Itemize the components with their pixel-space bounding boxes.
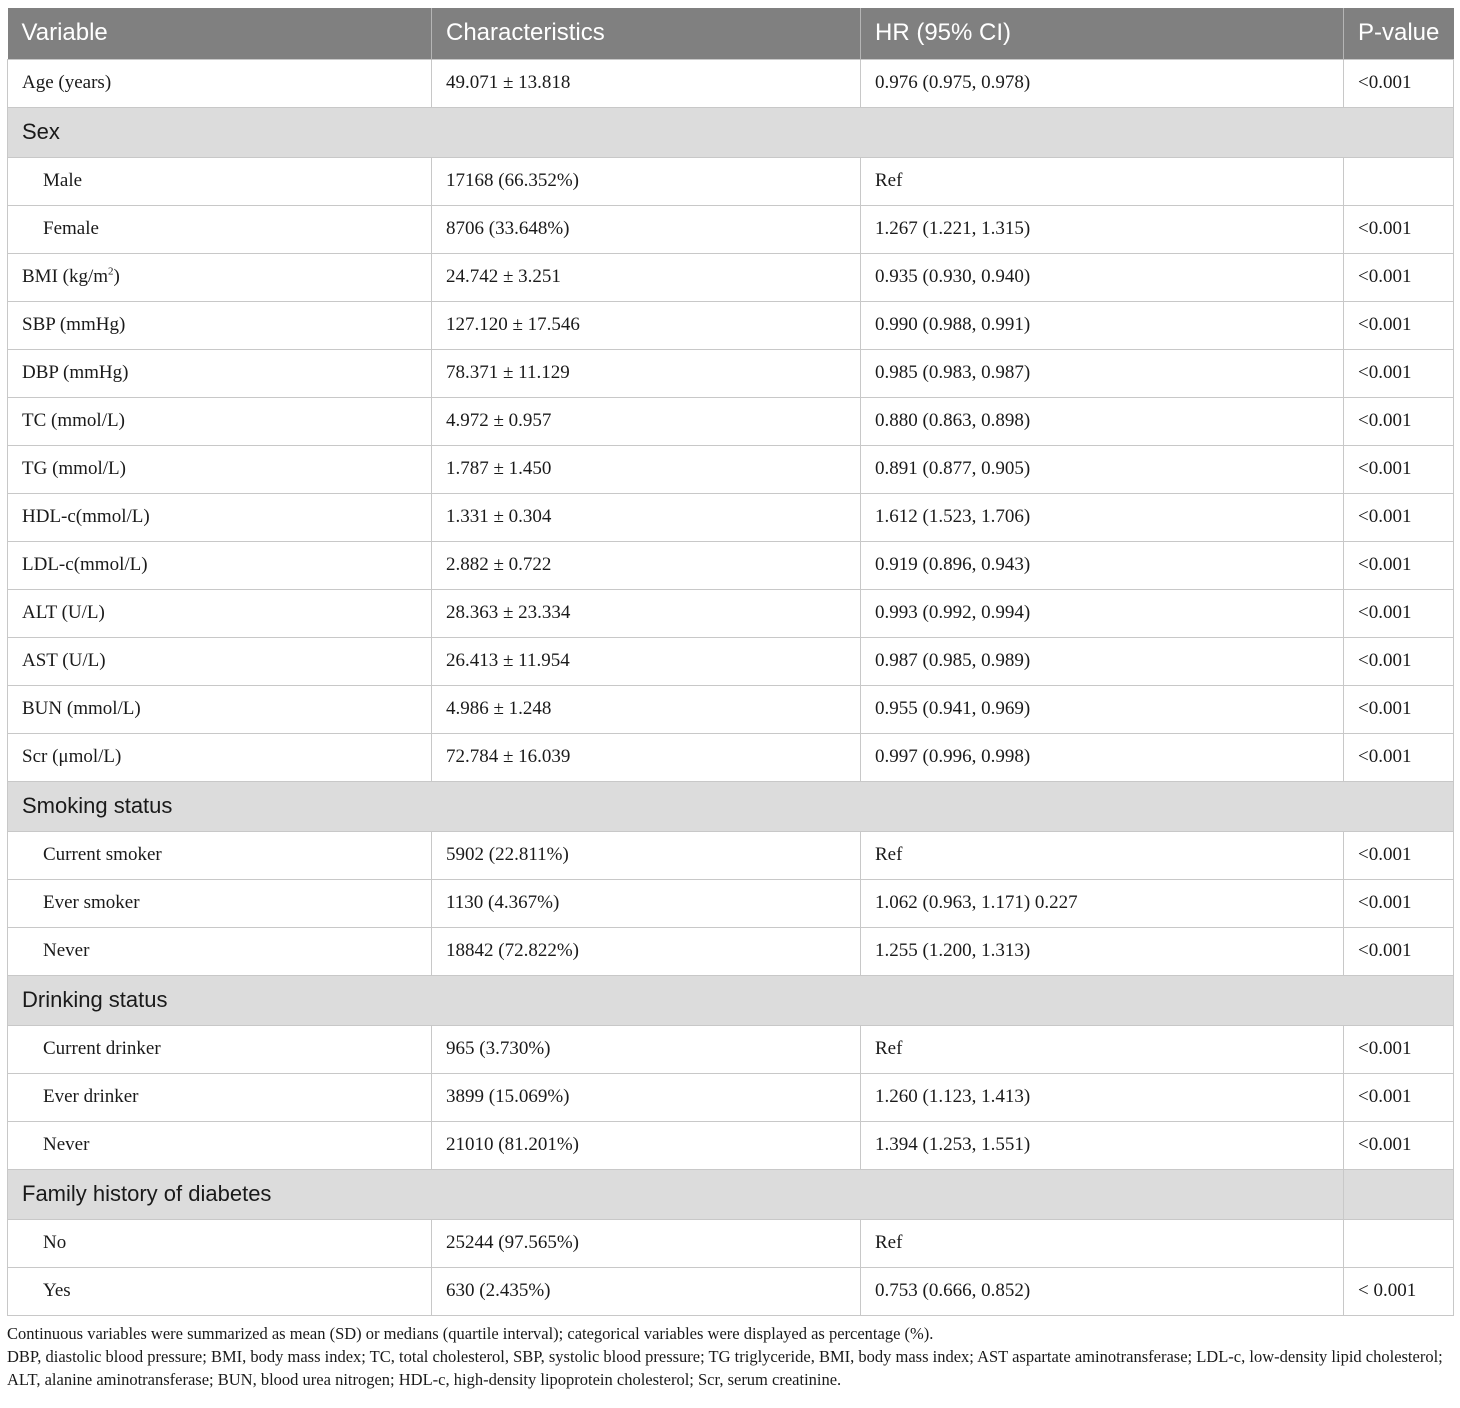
characteristics-cell: 18842 (72.822%) bbox=[432, 927, 861, 975]
subcategory-row bbox=[8, 879, 1454, 927]
variable-cell: Female bbox=[8, 205, 432, 253]
characteristics-cell: 1.331 ± 0.304 bbox=[432, 493, 861, 541]
table-row bbox=[8, 733, 1454, 781]
table-row bbox=[8, 685, 1454, 733]
variable-label-suffix: ) bbox=[113, 266, 120, 287]
hr-cell: 1.612 (1.523, 1.706) bbox=[861, 493, 1344, 541]
characteristics-cell: 21010 (81.201%) bbox=[432, 1121, 861, 1169]
footnote-abbreviations: DBP, diastolic blood pressure; BMI, body mass index; TC, total cholesterol, SBP, systolic blood pressure; TG triglyceride, BMI, body mass index; AST aspartate aminotransferase; LDL-c, low-density lipid cholesterol; ALT, alanine aminotransferase; BUN, blood urea nitrogen; HDL-c, high-density lipoprotein cholesterol; Scr, serum creatinine. bbox=[7, 1347, 1443, 1389]
p-value-cell: <0.001 bbox=[1344, 59, 1454, 107]
p-value-cell: <0.001 bbox=[1344, 685, 1454, 733]
p-value-cell: <0.001 bbox=[1344, 1121, 1454, 1169]
section-label: Family history of diabetes bbox=[8, 1169, 1344, 1219]
table-row bbox=[8, 59, 1454, 107]
variable-cell: Ever drinker bbox=[8, 1073, 432, 1121]
hr-cell: 0.990 (0.988, 0.991) bbox=[861, 301, 1344, 349]
variable-cell: SBP (mmHg) bbox=[8, 301, 432, 349]
subcategory-row bbox=[8, 157, 1454, 205]
p-value-cell: <0.001 bbox=[1344, 253, 1454, 301]
p-value-cell: <0.001 bbox=[1344, 879, 1454, 927]
variable-superscript: 2 bbox=[108, 265, 114, 278]
subcategory-row bbox=[8, 1121, 1454, 1169]
hr-cell: Ref bbox=[861, 157, 1344, 205]
p-value-cell: <0.001 bbox=[1344, 589, 1454, 637]
header-row bbox=[8, 8, 1454, 59]
footnote-summary: Continuous variables were summarized as mean (SD) or medians (quartile interval); categorical variables were displayed as percentage (%). bbox=[7, 1324, 934, 1343]
section-row bbox=[8, 107, 1454, 157]
table-body bbox=[8, 59, 1454, 1315]
hr-cell: 0.935 (0.930, 0.940) bbox=[861, 253, 1344, 301]
section-label: Sex bbox=[8, 107, 1454, 157]
hr-cell: 0.919 (0.896, 0.943) bbox=[861, 541, 1344, 589]
hr-cell: Ref bbox=[861, 1219, 1344, 1267]
p-value-cell bbox=[1344, 157, 1454, 205]
characteristics-cell: 127.120 ± 17.546 bbox=[432, 301, 861, 349]
table-row bbox=[8, 637, 1454, 685]
variable-cell: Yes bbox=[8, 1267, 432, 1315]
hr-cell: 1.255 (1.200, 1.313) bbox=[861, 927, 1344, 975]
hr-cell: 0.753 (0.666, 0.852) bbox=[861, 1267, 1344, 1315]
hr-cell: 0.955 (0.941, 0.969) bbox=[861, 685, 1344, 733]
header-p-value: P-value bbox=[1344, 8, 1454, 59]
hr-cell: 1.260 (1.123, 1.413) bbox=[861, 1073, 1344, 1121]
section-row bbox=[8, 1169, 1454, 1219]
subcategory-row bbox=[8, 1219, 1454, 1267]
variable-cell: BUN (mmol/L) bbox=[8, 685, 432, 733]
variable-cell: TG (mmol/L) bbox=[8, 445, 432, 493]
hr-cell: Ref bbox=[861, 831, 1344, 879]
hr-cell: 0.985 (0.983, 0.987) bbox=[861, 349, 1344, 397]
characteristics-cell: 4.986 ± 1.248 bbox=[432, 685, 861, 733]
p-value-cell: <0.001 bbox=[1344, 493, 1454, 541]
p-value-cell: <0.001 bbox=[1344, 397, 1454, 445]
subcategory-row bbox=[8, 1025, 1454, 1073]
characteristics-cell: 72.784 ± 16.039 bbox=[432, 733, 861, 781]
p-value-cell: <0.001 bbox=[1344, 1073, 1454, 1121]
header-variable: Variable bbox=[8, 8, 432, 59]
variable-cell bbox=[8, 253, 432, 301]
hr-cell: 1.394 (1.253, 1.551) bbox=[861, 1121, 1344, 1169]
variable-cell: HDL-c(mmol/L) bbox=[8, 493, 432, 541]
characteristics-cell: 49.071 ± 13.818 bbox=[432, 59, 861, 107]
p-value-cell: < 0.001 bbox=[1344, 1267, 1454, 1315]
variable-cell: Ever smoker bbox=[8, 879, 432, 927]
variable-cell: DBP (mmHg) bbox=[8, 349, 432, 397]
subcategory-row bbox=[8, 831, 1454, 879]
table-row bbox=[8, 589, 1454, 637]
p-value-cell: <0.001 bbox=[1344, 205, 1454, 253]
hr-cell: 0.987 (0.985, 0.989) bbox=[861, 637, 1344, 685]
section-row bbox=[8, 781, 1454, 831]
header-characteristics: Characteristics bbox=[432, 8, 861, 59]
variable-cell: Current drinker bbox=[8, 1025, 432, 1073]
hr-cell: 0.976 (0.975, 0.978) bbox=[861, 59, 1344, 107]
variable-cell: Current smoker bbox=[8, 831, 432, 879]
p-value-cell: <0.001 bbox=[1344, 1025, 1454, 1073]
p-value-cell: <0.001 bbox=[1344, 637, 1454, 685]
hr-cell: 1.062 (0.963, 1.171) 0.227 bbox=[861, 879, 1344, 927]
hazard-ratio-table bbox=[7, 8, 1454, 1316]
hr-cell: 1.267 (1.221, 1.315) bbox=[861, 205, 1344, 253]
characteristics-cell: 25244 (97.565%) bbox=[432, 1219, 861, 1267]
results-table-container bbox=[7, 8, 1453, 1316]
hr-cell: 0.880 (0.863, 0.898) bbox=[861, 397, 1344, 445]
table-row bbox=[8, 301, 1454, 349]
hr-cell: 0.891 (0.877, 0.905) bbox=[861, 445, 1344, 493]
table-row bbox=[8, 445, 1454, 493]
characteristics-cell: 965 (3.730%) bbox=[432, 1025, 861, 1073]
variable-cell: Scr (μmol/L) bbox=[8, 733, 432, 781]
characteristics-cell: 3899 (15.069%) bbox=[432, 1073, 861, 1121]
hr-cell: 0.993 (0.992, 0.994) bbox=[861, 589, 1344, 637]
subcategory-row bbox=[8, 927, 1454, 975]
header-hr: HR (95% CI) bbox=[861, 8, 1344, 59]
characteristics-cell: 17168 (66.352%) bbox=[432, 157, 861, 205]
section-row bbox=[8, 975, 1454, 1025]
table-row bbox=[8, 253, 1454, 301]
subcategory-row bbox=[8, 1073, 1454, 1121]
characteristics-cell: 2.882 ± 0.722 bbox=[432, 541, 861, 589]
variable-cell: Never bbox=[8, 927, 432, 975]
characteristics-cell: 28.363 ± 23.334 bbox=[432, 589, 861, 637]
table-row bbox=[8, 397, 1454, 445]
characteristics-cell: 630 (2.435%) bbox=[432, 1267, 861, 1315]
variable-cell: No bbox=[8, 1219, 432, 1267]
table-footnotes bbox=[7, 1322, 1453, 1391]
p-value-cell: <0.001 bbox=[1344, 927, 1454, 975]
characteristics-cell: 26.413 ± 11.954 bbox=[432, 637, 861, 685]
table-header bbox=[8, 8, 1454, 59]
p-value-cell: <0.001 bbox=[1344, 349, 1454, 397]
p-value-cell: <0.001 bbox=[1344, 733, 1454, 781]
variable-cell: ALT (U/L) bbox=[8, 589, 432, 637]
subcategory-row bbox=[8, 205, 1454, 253]
characteristics-cell: 5902 (22.811%) bbox=[432, 831, 861, 879]
subcategory-row bbox=[8, 1267, 1454, 1315]
section-label: Drinking status bbox=[8, 975, 1454, 1025]
table-row bbox=[8, 493, 1454, 541]
p-value-cell: <0.001 bbox=[1344, 831, 1454, 879]
characteristics-cell: 1130 (4.367%) bbox=[432, 879, 861, 927]
p-value-cell: <0.001 bbox=[1344, 445, 1454, 493]
variable-cell: Male bbox=[8, 157, 432, 205]
variable-label: BMI (kg/m bbox=[22, 266, 109, 287]
section-label: Smoking status bbox=[8, 781, 1454, 831]
p-value-cell: <0.001 bbox=[1344, 541, 1454, 589]
hr-cell: 0.997 (0.996, 0.998) bbox=[861, 733, 1344, 781]
characteristics-cell: 78.371 ± 11.129 bbox=[432, 349, 861, 397]
table-row bbox=[8, 541, 1454, 589]
variable-cell: LDL-c(mmol/L) bbox=[8, 541, 432, 589]
variable-cell: AST (U/L) bbox=[8, 637, 432, 685]
p-value-cell: <0.001 bbox=[1344, 301, 1454, 349]
p-value-cell bbox=[1344, 1219, 1454, 1267]
characteristics-cell: 4.972 ± 0.957 bbox=[432, 397, 861, 445]
table-row bbox=[8, 349, 1454, 397]
characteristics-cell: 8706 (33.648%) bbox=[432, 205, 861, 253]
characteristics-cell: 24.742 ± 3.251 bbox=[432, 253, 861, 301]
variable-cell: TC (mmol/L) bbox=[8, 397, 432, 445]
section-empty-cell bbox=[1344, 1169, 1454, 1219]
variable-cell: Never bbox=[8, 1121, 432, 1169]
characteristics-cell: 1.787 ± 1.450 bbox=[432, 445, 861, 493]
variable-cell: Age (years) bbox=[8, 59, 432, 107]
hr-cell: Ref bbox=[861, 1025, 1344, 1073]
